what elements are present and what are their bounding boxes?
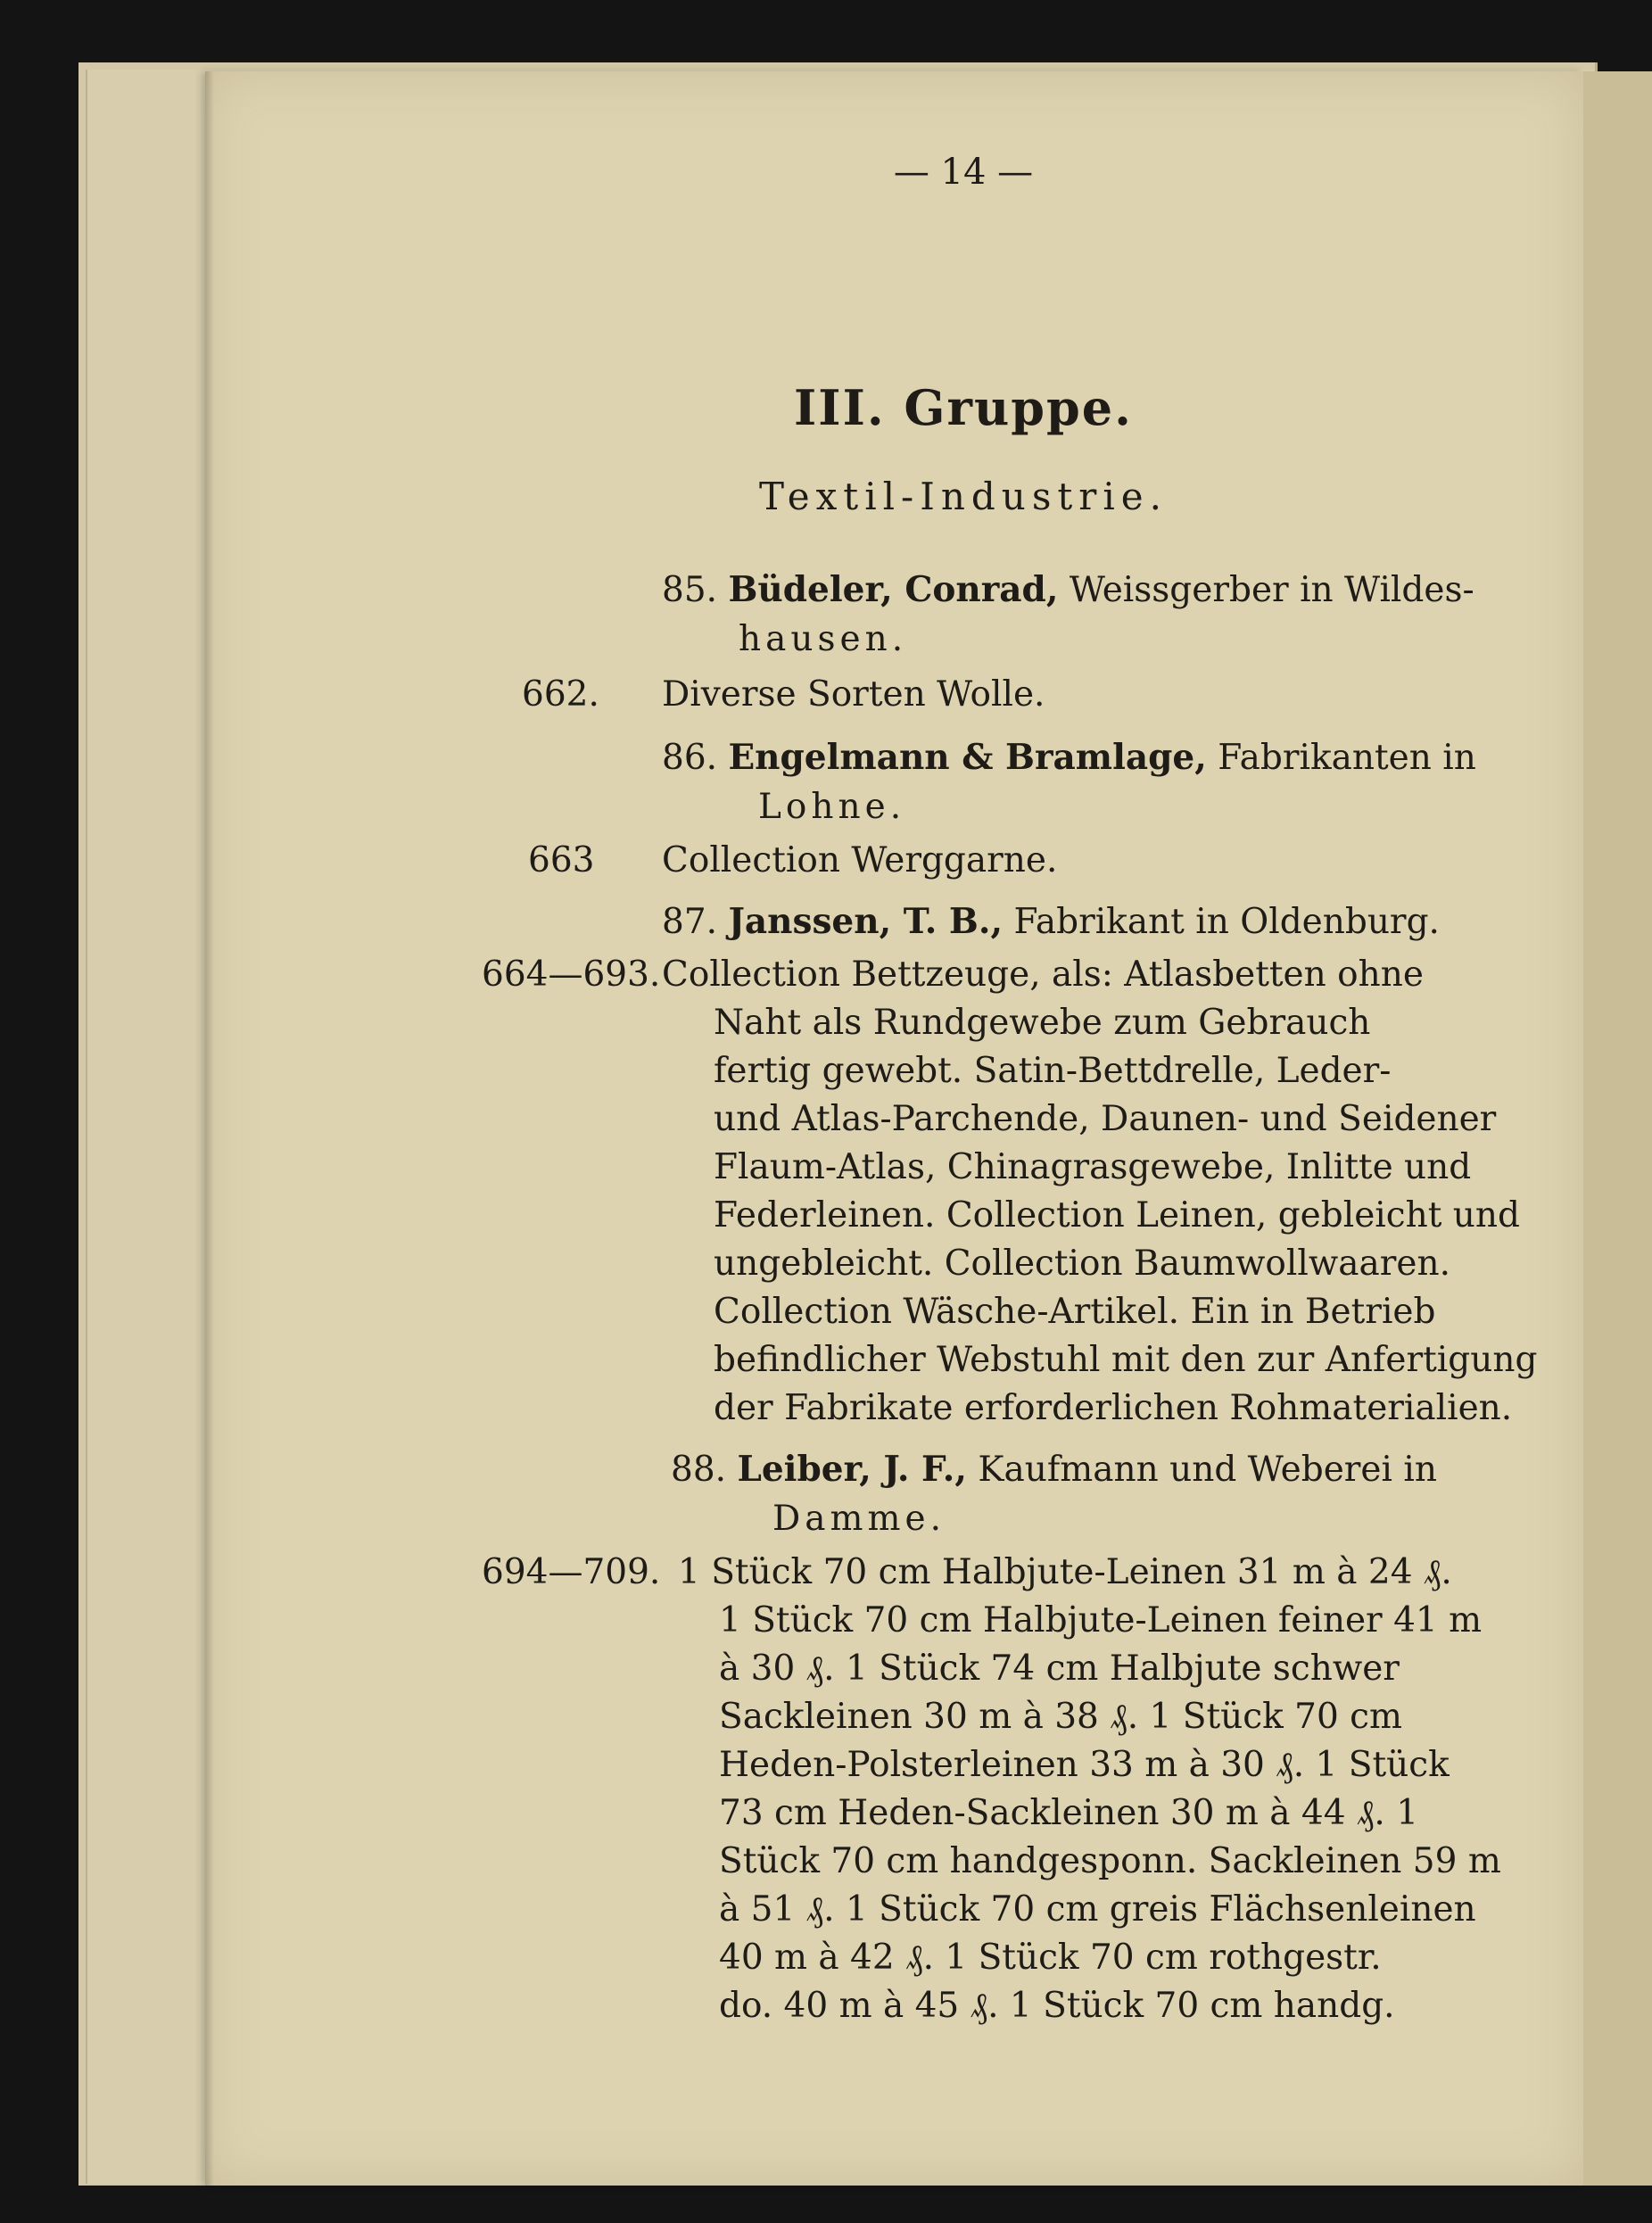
item-description-line: do. 40 m à 45 ₰. 1 Stück 70 cm handg.	[719, 1986, 1395, 2026]
entry-heading	[671, 1449, 1437, 1490]
item-description-line: fertig gewebt. Satin-Bettdrelle, Leder-	[714, 1051, 1392, 1091]
item-description-line: à 30 ₰. 1 Stück 74 cm Halbjute schwer	[719, 1649, 1400, 1689]
exhibitor-description: Fabrikant in Oldenburg.	[1013, 902, 1440, 942]
section-title: Textil-Industrie.	[759, 475, 1168, 518]
item-description-line: der Fabrikate erforderlichen Rohmaterialien.	[714, 1388, 1513, 1428]
entry-number: 87.	[662, 902, 718, 942]
item-description-line: ungebleicht. Collection Baumwollwaaren.	[714, 1244, 1450, 1284]
exhibitor-description: Weissgerber in Wildes-	[1069, 570, 1474, 610]
entry-heading-continued: Lohne.	[758, 787, 906, 827]
item-description-line: 73 cm Heden-Sackleinen 30 m à 44 ₰. 1	[719, 1793, 1419, 1833]
exhibitor-description: Kaufmann und Weberei in	[978, 1450, 1437, 1490]
exhibitor-name: Leiber, J. F.,	[737, 1449, 967, 1490]
item-description-line: Federleinen. Collection Leinen, gebleicht und	[714, 1195, 1520, 1235]
item-description-line: Collection Werggarne.	[662, 840, 1058, 880]
item-description-line: 1 Stück 70 cm Halbjute-Leinen 31 m à 24 ₰.	[678, 1552, 1452, 1592]
item-description-line: 1 Stück 70 cm Halbjute-Leinen feiner 41 m	[719, 1600, 1483, 1640]
entry-heading-continued: Damme.	[772, 1499, 946, 1539]
item-description-line: Stück 70 cm handgesponn. Sackleinen 59 m	[719, 1841, 1501, 1881]
entry-heading	[662, 737, 1476, 778]
exhibitor-description: Fabrikanten in	[1218, 738, 1476, 778]
item-description-line: Flaum-Atlas, Chinagrasgewebe, Inlitte und	[714, 1147, 1472, 1187]
catalog-item-number: 694—709.	[482, 1552, 661, 1592]
catalog-item-number: 664—693.	[482, 954, 661, 995]
exhibitor-name: Janssen, T. B.,	[728, 901, 1004, 942]
item-description-line: Sackleinen 30 m à 38 ₰. 1 Stück 70 cm	[719, 1697, 1402, 1737]
exhibitor-name: Büdeler, Conrad,	[728, 569, 1059, 610]
catalog-item-number: 662.	[522, 674, 599, 715]
item-description-line: Diverse Sorten Wolle.	[662, 674, 1045, 715]
item-description-line: Collection Bettzeuge, als: Atlasbetten ohne	[662, 954, 1424, 995]
item-description-line: Naht als Rundgewebe zum Gebrauch	[714, 1003, 1371, 1043]
exhibitor-name: Engelmann & Bramlage,	[728, 737, 1207, 778]
entry-heading-continued: hausen.	[739, 619, 908, 659]
item-description-line: Heden-Polsterleinen 33 m à 30 ₰. 1 Stück	[719, 1745, 1450, 1785]
page-number: — 14 —	[893, 152, 1034, 193]
item-description-line: befindlicher Webstuhl mit den zur Anfertigung	[714, 1340, 1538, 1380]
item-description-line: und Atlas-Parchende, Daunen- und Seidener	[714, 1099, 1497, 1139]
group-title: III. Gruppe.	[794, 379, 1133, 436]
entry-heading	[662, 901, 1440, 942]
entry-heading	[662, 569, 1474, 610]
entry-number: 86.	[662, 738, 718, 778]
entry-number: 88.	[671, 1450, 727, 1490]
catalog-item-number: 663	[528, 840, 595, 880]
item-description-line: à 51 ₰. 1 Stück 70 cm greis Flächsenleinen	[719, 1889, 1476, 1930]
item-description-line: Collection Wäsche-Artikel. Ein in Betrieb	[714, 1292, 1436, 1332]
entry-number: 85.	[662, 570, 718, 610]
item-description-line: 40 m à 42 ₰. 1 Stück 70 cm rothgestr.	[719, 1938, 1382, 1978]
